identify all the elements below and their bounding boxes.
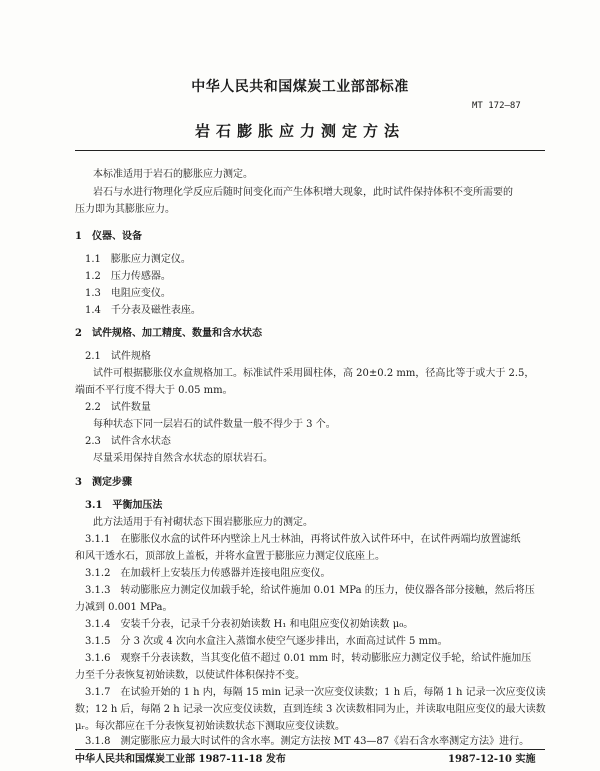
item-3-1-1-line-1: 3.1.1 在膨胀仪水盒的试件环内壁涂上凡士林油，再将试件放入试件环中，在试件两端均放置滤纸: [85, 534, 521, 545]
item-3-1-7-line-3: μᵣ。每次都应在千分表恢复初始读数状态下测取应变仪读数。: [75, 721, 345, 732]
item-1-4: 1.4 千分表及磁性表座。: [85, 305, 201, 316]
item-3-1-4: 3.1.4 安装千分表，记录千分表初始读数 H₁ 和电阻应变仪初始读数 μ₀。: [85, 619, 414, 630]
item-3-1-line-1: 此方法适用于有衬砌状态下围岩膨胀应力的测定。: [93, 517, 313, 528]
org-standard-title: 中华人民共和国煤炭工业部部标准: [191, 79, 409, 95]
header-divider: [75, 150, 545, 151]
intro-paragraph-2-line-2: 压力即为其膨胀应力。: [75, 204, 175, 215]
item-3-1-6-line-2: 力至千分表恢复初始读数，以使试件体积保持不变。: [75, 670, 305, 681]
item-3-1-8: 3.1.8 测定膨胀应力最大时试件的含水率。测定方法按 MT 43—87《岩石含水率测定方法》进行。: [85, 736, 530, 747]
section-1-heading: 1 仪器、设备: [75, 231, 142, 242]
standard-code: MT 172—87: [472, 101, 521, 111]
intro-paragraph-1: 本标准适用于岩石的膨胀应力测定。: [93, 169, 253, 180]
item-3-1: 3.1 平衡加压法: [85, 500, 163, 511]
item-2-1-line-2: 端面不平行度不得大于 0.05 mm。: [75, 385, 233, 396]
item-3-1-1-line-2: 和风干透水石，顶部放上盖板，并将水盒置于膨胀应力测定仪底座上。: [75, 551, 385, 562]
item-3-1-7-line-2: 数；12 h 后，每隔 2 h 记录一次应变仪读数，直到连续 3 次读数相同为止，并读取电阻应变仪的最大读数: [75, 704, 546, 715]
item-3-1-3-line-2: 力减到 0.001 MPa。: [75, 602, 173, 613]
item-2-2-line-1: 每种状态下同一层岩石的试件数量一般不得少于 3 个。: [93, 419, 336, 430]
item-2-3-line-1: 尽量采用保持自然含水状态的原状岩石。: [93, 453, 273, 464]
document-title: 岩石膨胀应力测定方法: [194, 122, 405, 140]
item-1-2: 1.2 压力传感器。: [85, 271, 171, 282]
item-2-3: 2.3 试件含水状态: [85, 436, 171, 447]
item-2-1: 2.1 试件规格: [85, 351, 151, 362]
item-3-1-2: 3.1.2 在加载杆上安装压力传感器并连接电阻应变仪。: [85, 568, 331, 579]
footer-issued: 中华人民共和国煤炭工业部 1987-11-18 发布: [75, 754, 286, 765]
footer-effective: 1987-12-10 实施: [448, 754, 536, 765]
section-3-heading: 3 测定步骤: [75, 477, 132, 488]
item-1-1: 1.1 膨胀应力测定仪。: [85, 254, 191, 265]
item-3-1-7-line-1: 3.1.7 在试验开始的 1 h 内，每隔 15 min 记录一次应变仪读数；1 h 后，每隔 1 h 记录一次应变仪读: [85, 687, 546, 698]
footer-divider: [75, 749, 545, 750]
intro-paragraph-2-line-1: 岩石与水进行物理化学反应后随时间变化而产生体积增大现象，此时试件保持体积不变所需要的: [93, 187, 513, 198]
item-3-1-6-line-1: 3.1.6 观察千分表读数，当其变化值不超过 0.01 mm 时，转动膨胀应力测定仪手轮，给试件施加压: [85, 653, 532, 664]
item-1-3: 1.3 电阻应变仪。: [85, 288, 171, 299]
section-2-heading: 2 试件规格、加工精度、数量和含水状态: [75, 328, 262, 339]
item-2-1-line-1: 试件可根据膨胀仪水盒规格加工。标准试件采用圆柱体，高 20±0.2 mm，径高比等于或大于 2.5，: [93, 368, 535, 379]
item-3-1-3-line-1: 3.1.3 转动膨胀应力测定仪加载手轮，给试件施加 0.01 MPa 的压力，使仪器各部分接触，然后将压: [85, 585, 535, 596]
item-2-2: 2.2 试件数量: [85, 402, 151, 413]
item-3-1-5: 3.1.5 分 3 次或 4 次向水盒注入蒸馏水使空气逐步排出，水面高过试件 5 mm。: [85, 636, 448, 647]
